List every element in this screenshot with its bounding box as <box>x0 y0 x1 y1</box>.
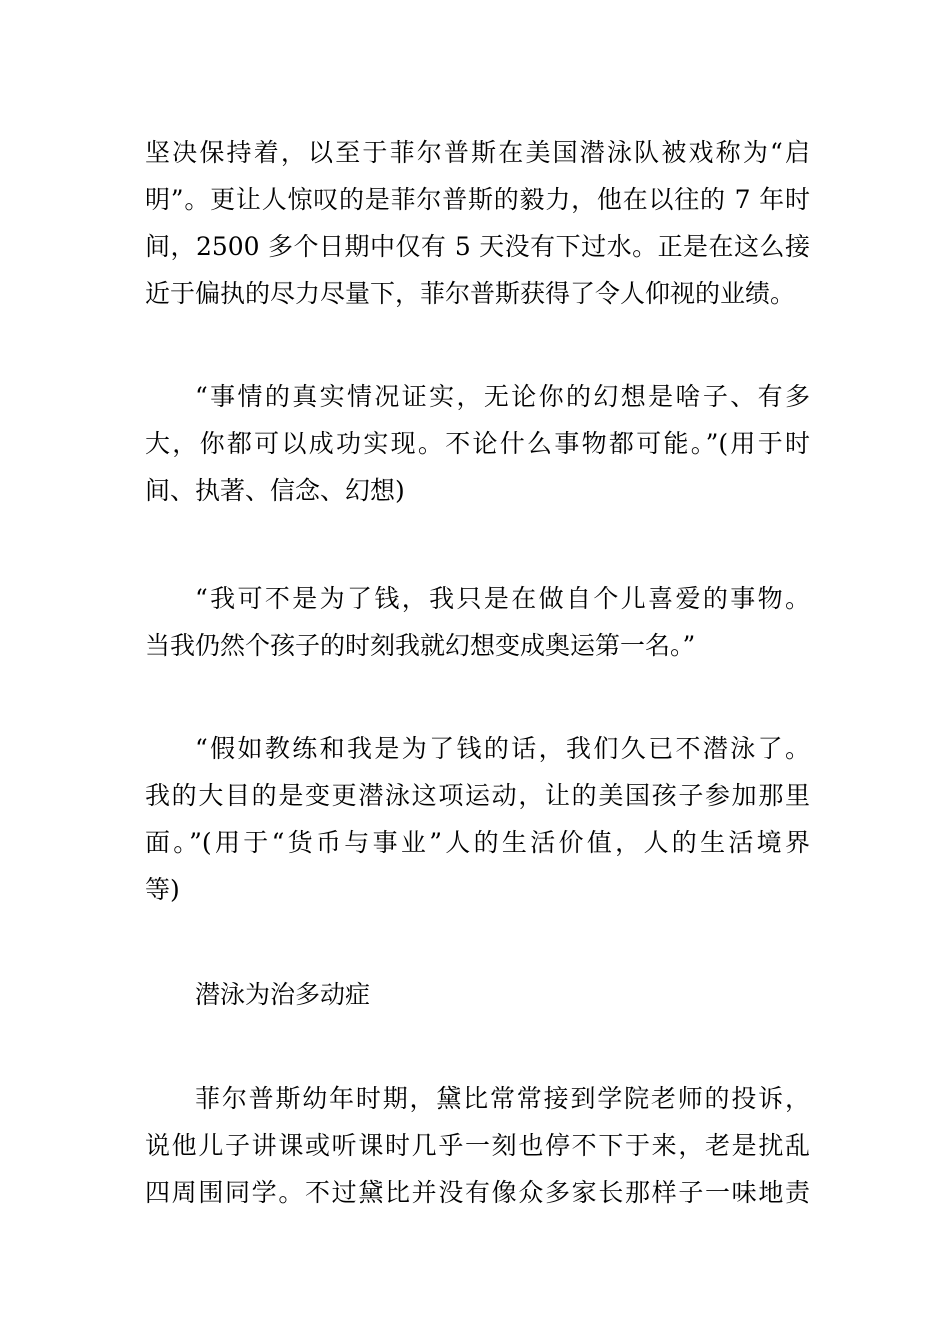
paragraph-4-line-3: 面。”(用于“货币与事业”人的生活价值，人的生活境界 <box>145 828 810 857</box>
section-heading: 潜泳为治多动症 <box>195 980 371 1009</box>
paragraph-2-line-2: 大，你都可以成功实现。不论什么事物都可能。”(用于时 <box>145 429 810 458</box>
paragraph-1-line-2: 明”。更让人惊叹的是菲尔普斯的毅力，他在以往的 7 年时 <box>145 185 810 214</box>
paragraph-3-line-1: “我可不是为了钱，我只是在做自个儿喜爱的事物。 <box>195 584 810 613</box>
paragraph-1-line-1: 坚决保持着，以至于菲尔普斯在美国潜泳队被戏称为“启 <box>145 138 810 167</box>
paragraph-6-line-1: 菲尔普斯幼年时期，黛比常常接到学院老师的投诉， <box>195 1084 810 1113</box>
paragraph-2-line-3: 间、执著、信念、幻想) <box>145 476 405 505</box>
paragraph-1-line-3: 间，2500 多个日期中仅有 5 天没有下过水。正是在这么接 <box>145 232 810 261</box>
paragraph-6-line-2: 说他儿子讲课或听课时几乎一刻也停不下于来，老是扰乱 <box>145 1131 810 1160</box>
paragraph-4-line-2: 我的大目的是变更潜泳这项运动，让的美国孩子参加那里 <box>145 781 810 810</box>
paragraph-1-line-4: 近于偏执的尽力尽量下，菲尔普斯获得了令人仰视的业绩。 <box>145 279 796 308</box>
paragraph-4-line-4: 等) <box>145 875 180 904</box>
paragraph-3-line-2: 当我仍然个孩子的时刻我就幻想变成奥运第一名。” <box>145 631 696 660</box>
paragraph-2-line-1: “事情的真实情况证实，无论你的幻想是啥子、有多 <box>195 382 810 411</box>
paragraph-4-line-1: “假如教练和我是为了钱的话，我们久已不潜泳了。 <box>195 734 810 763</box>
paragraph-6-line-3: 四周围同学。不过黛比并没有像众多家长那样子一味地责 <box>145 1178 810 1207</box>
